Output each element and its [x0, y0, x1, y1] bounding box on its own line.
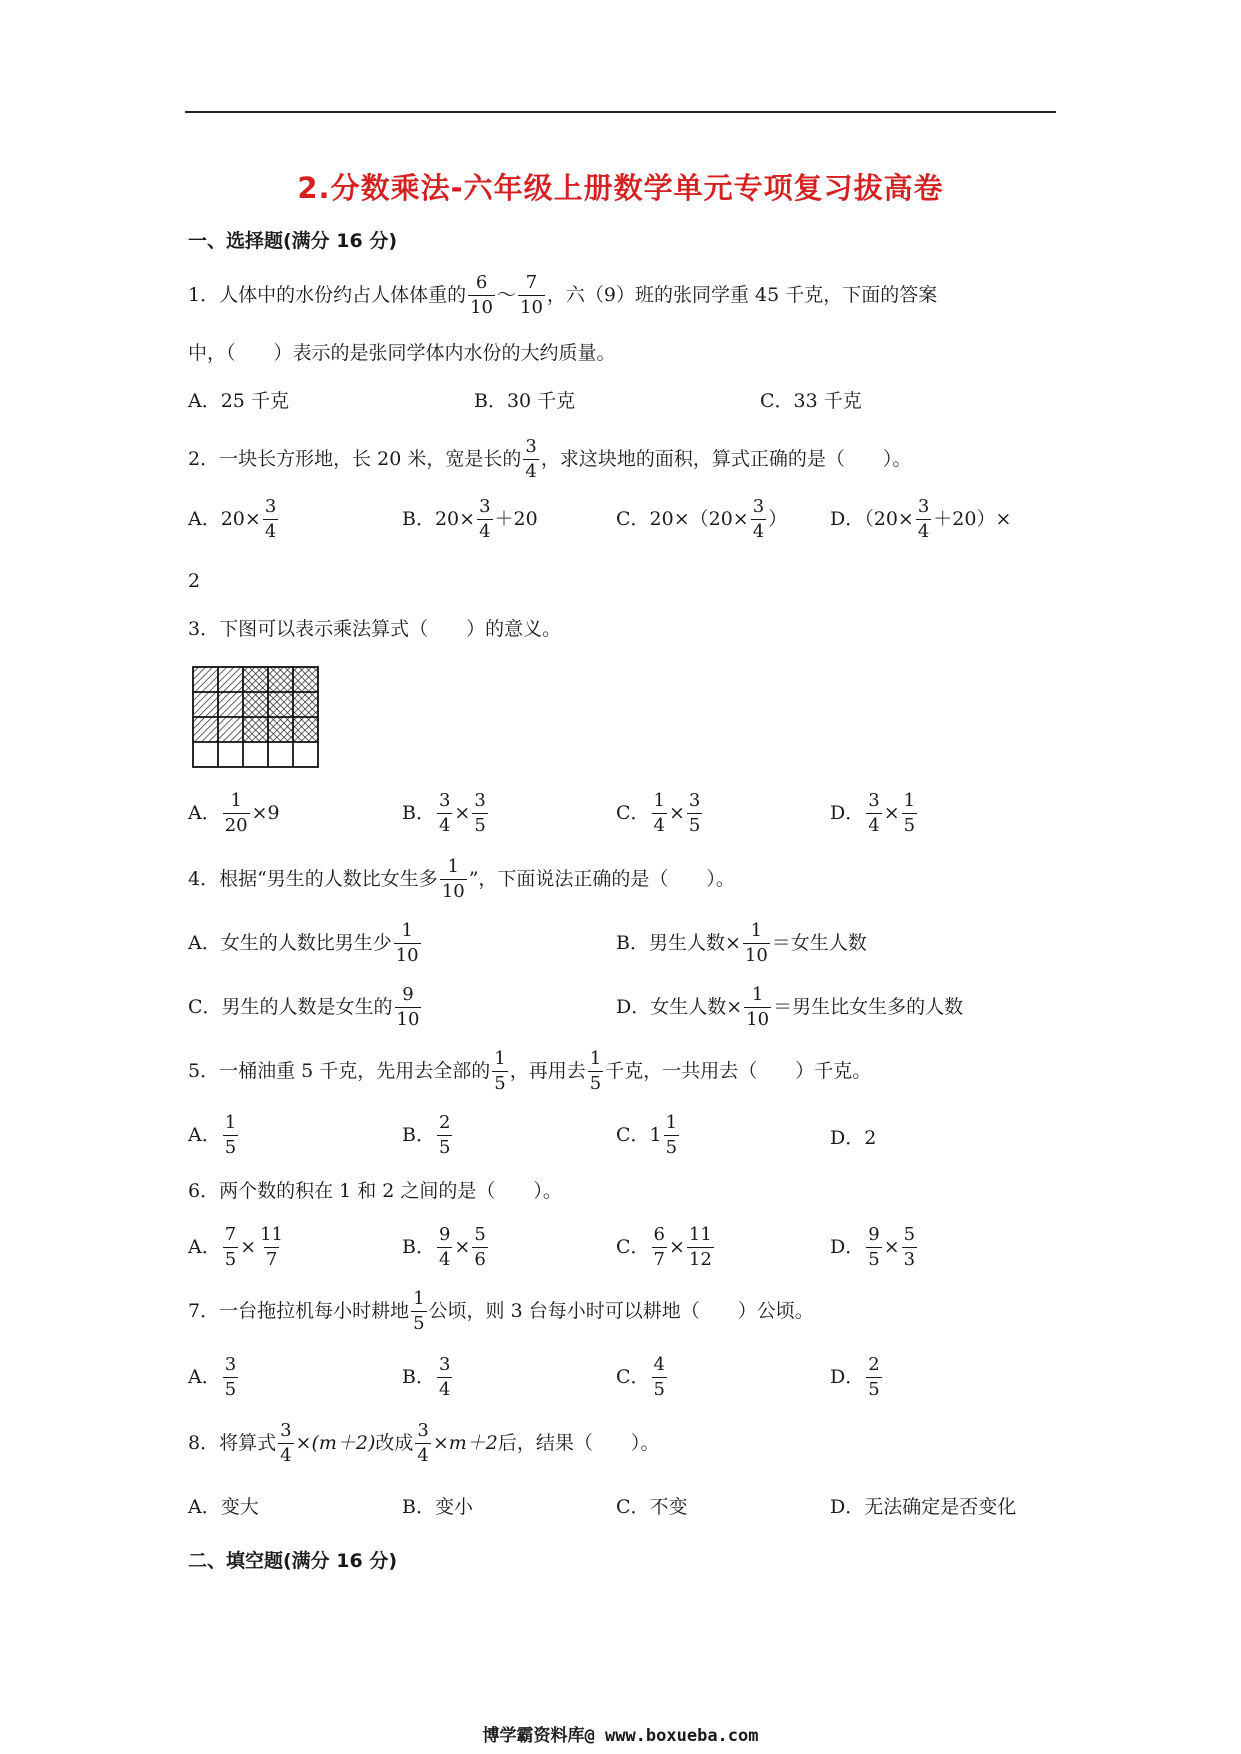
fraction: $\frac{1}{5}$ — [224, 1112, 237, 1158]
q1-line2: 中，（ ）表示的是张同学体内水份的大约质量。 — [188, 342, 616, 364]
q8-option-c: C．不变 — [616, 1496, 688, 1518]
fraction: $\frac{2}{5}$ — [868, 1354, 880, 1400]
q3-option-b: B． $\frac{3}{4}$ × $\frac{3}{5}$ — [402, 790, 486, 836]
fraction: $\frac{3}{5}$ — [474, 790, 486, 836]
q6-option-a: A． $\frac{7}{5}$ × $\frac{11}{7}$ — [188, 1224, 284, 1270]
q4-stem: 4．根据“男生的人数比女生多 $\frac{1}{10}$ ”，下面说法正确的是（ ）。 — [188, 856, 735, 902]
q1-stem — [188, 274, 937, 317]
q5-option-b: B． $\frac{2}{5}$ — [402, 1112, 451, 1158]
q6-stem: 6．两个数的积在 1 和 2 之间的是（ ）。 — [188, 1180, 562, 1202]
fraction: $\frac{2}{5}$ — [438, 1112, 451, 1158]
fraction: $\frac{3}{4}$ — [280, 1420, 292, 1466]
q3-grid-figure — [192, 666, 322, 770]
q1-post: ，六（9）班的张同学重 45 千克，下面的答案 — [546, 284, 938, 306]
q1-option-b: B．30 千克 — [474, 390, 576, 412]
q5-stem: 5．一桶油重 5 千克，先用去全部的 $\frac{1}{5}$ ，再用去 $\frac{1}{5}$ 千克，一共用去（ ）千克。 — [188, 1048, 872, 1094]
fraction: $\frac{9}{5}$ — [868, 1224, 880, 1270]
fraction: $\frac{3}{4}$ — [438, 790, 451, 836]
fraction: $\frac{6}{10}$ — [470, 272, 493, 318]
grid-crosshatched-region — [243, 667, 318, 742]
q7-option-a: A． $\frac{3}{5}$ — [188, 1354, 237, 1400]
q2-option-d-wrap: 2 — [188, 570, 201, 592]
q1-option-a: A．25 千克 — [188, 390, 289, 412]
section-2-heading: 二、填空题(满分 16 分) — [188, 1550, 398, 1572]
fraction: $\frac{11}{12}$ — [688, 1224, 712, 1270]
fraction: $\frac{3}{4}$ — [479, 496, 491, 542]
fraction: $\frac{3}{4}$ — [868, 790, 880, 836]
q6-option-b: B． $\frac{9}{4}$ × $\frac{5}{6}$ — [402, 1224, 486, 1270]
fraction: $\frac{1}{10}$ — [441, 856, 465, 902]
q2-pre: 2．一块长方形地，长 20 米，宽是长的 — [188, 448, 522, 470]
fraction: $\frac{1}{20}$ — [224, 790, 248, 836]
fraction: $\frac{1}{5}$ — [903, 790, 916, 836]
footer-watermark: 博学霸资料库@ www.boxueba.com — [482, 1726, 759, 1746]
q5-option-d: D．2 — [830, 1127, 877, 1149]
fraction: $\frac{11}{7}$ — [260, 1224, 284, 1270]
fraction: $\frac{3}{4}$ — [525, 436, 537, 482]
q8-option-b: B．变小 — [402, 1496, 473, 1518]
fraction: $\frac{1}{10}$ — [746, 984, 770, 1030]
fraction: $\frac{3}{4}$ — [438, 1354, 451, 1400]
fraction: $\frac{6}{7}$ — [653, 1224, 665, 1270]
q7-option-b: B． $\frac{3}{4}$ — [402, 1354, 451, 1400]
q3-option-a: A． $\frac{1}{20}$ ×9 — [188, 790, 280, 836]
fraction: $\frac{5}{3}$ — [903, 1224, 916, 1270]
q6-option-d: D． $\frac{9}{5}$ × $\frac{5}{3}$ — [830, 1224, 916, 1270]
header-rule — [185, 111, 1056, 113]
q3-stem: 3．下图可以表示乘法算式（ ）的意义。 — [188, 618, 562, 640]
fraction: $\frac{7}{10}$ — [520, 272, 543, 318]
q7-option-d: D． $\frac{2}{5}$ — [830, 1354, 880, 1400]
q2-option-d: D．（20× $\frac{3}{4}$ ＋20）× — [830, 496, 1012, 542]
fraction: $\frac{1}{10}$ — [395, 920, 419, 966]
q5-option-c: C．1 $\frac{1}{5}$ — [616, 1112, 678, 1158]
q1-option-c: C．33 千克 — [760, 390, 862, 412]
q4-option-c: C．男生的人数是女生的 $\frac{9}{10}$ — [188, 984, 420, 1030]
fraction: $\frac{1}{5}$ — [413, 1288, 425, 1334]
q4-option-d: D．女生人数× $\frac{1}{10}$ ＝男生比女生多的人数 — [616, 984, 964, 1030]
q2-post: ，求这块地的面积，算式正确的是（ ）。 — [540, 448, 912, 470]
page-title: 2.分数乘法-六年级上册数学单元专项复习拔高卷 — [297, 171, 944, 205]
q2-option-c: C．20×（20× $\frac{3}{4}$ ） — [616, 496, 788, 542]
q8-stem: 8．将算式 $\frac{3}{4}$ ×(m＋2) 改成 $\frac{3}{4}$ ×m＋2 后，结果（ ）。 — [188, 1420, 660, 1466]
q2-option-a: A．20× $\frac{3}{4}$ — [188, 496, 277, 542]
q7-option-c: C． $\frac{4}{5}$ — [616, 1354, 665, 1400]
q5-option-a: A． $\frac{1}{5}$ — [188, 1112, 237, 1158]
fraction: $\frac{4}{5}$ — [653, 1354, 665, 1400]
fraction: $\frac{3}{5}$ — [224, 1354, 237, 1400]
fraction: $\frac{1}{5}$ — [589, 1048, 602, 1094]
fraction: $\frac{1}{10}$ — [744, 920, 768, 966]
fraction: $\frac{5}{6}$ — [474, 1224, 486, 1270]
q2-option-b: B．20× $\frac{3}{4}$ ＋20 — [402, 496, 538, 542]
fraction: $\frac{3}{4}$ — [417, 1420, 429, 1466]
fraction: $\frac{1}{4}$ — [653, 790, 665, 836]
q1-pre: 1．人体中的水份约占人体体重的 — [188, 284, 467, 306]
q2-stem — [188, 438, 911, 481]
fraction: $\frac{3}{4}$ — [917, 496, 930, 542]
q4-option-b: B．男生人数× $\frac{1}{10}$ ＝女生人数 — [616, 920, 867, 966]
fraction: $\frac{3}{4}$ — [752, 496, 765, 542]
fraction: $\frac{1}{5}$ — [494, 1048, 506, 1094]
q3-option-c: C． $\frac{1}{4}$ × $\frac{3}{5}$ — [616, 790, 701, 836]
q8-option-a: A．变大 — [188, 1496, 259, 1518]
q4-option-a: A．女生的人数比男生少 $\frac{1}{10}$ — [188, 920, 419, 966]
fraction: $\frac{7}{5}$ — [224, 1224, 237, 1270]
fraction: $\frac{3}{4}$ — [264, 496, 277, 542]
section-1-heading: 一、选择题(满分 16 分) — [188, 230, 398, 252]
q7-stem: 7．一台拖拉机每小时耕地 $\frac{1}{5}$ 公顷，则 3 台每小时可以耕地（ ）公顷。 — [188, 1288, 814, 1334]
fraction: $\frac{9}{10}$ — [396, 984, 420, 1030]
fraction: $\frac{1}{5}$ — [665, 1112, 678, 1158]
q3-option-d: D． $\frac{3}{4}$ × $\frac{1}{5}$ — [830, 790, 916, 836]
fraction: $\frac{3}{5}$ — [688, 790, 701, 836]
fraction: $\frac{9}{4}$ — [438, 1224, 451, 1270]
q8-option-d: D．无法确定是否变化 — [830, 1496, 1017, 1518]
q6-option-c: C． $\frac{6}{7}$ × $\frac{11}{12}$ — [616, 1224, 712, 1270]
tilde: ～ — [497, 284, 517, 306]
